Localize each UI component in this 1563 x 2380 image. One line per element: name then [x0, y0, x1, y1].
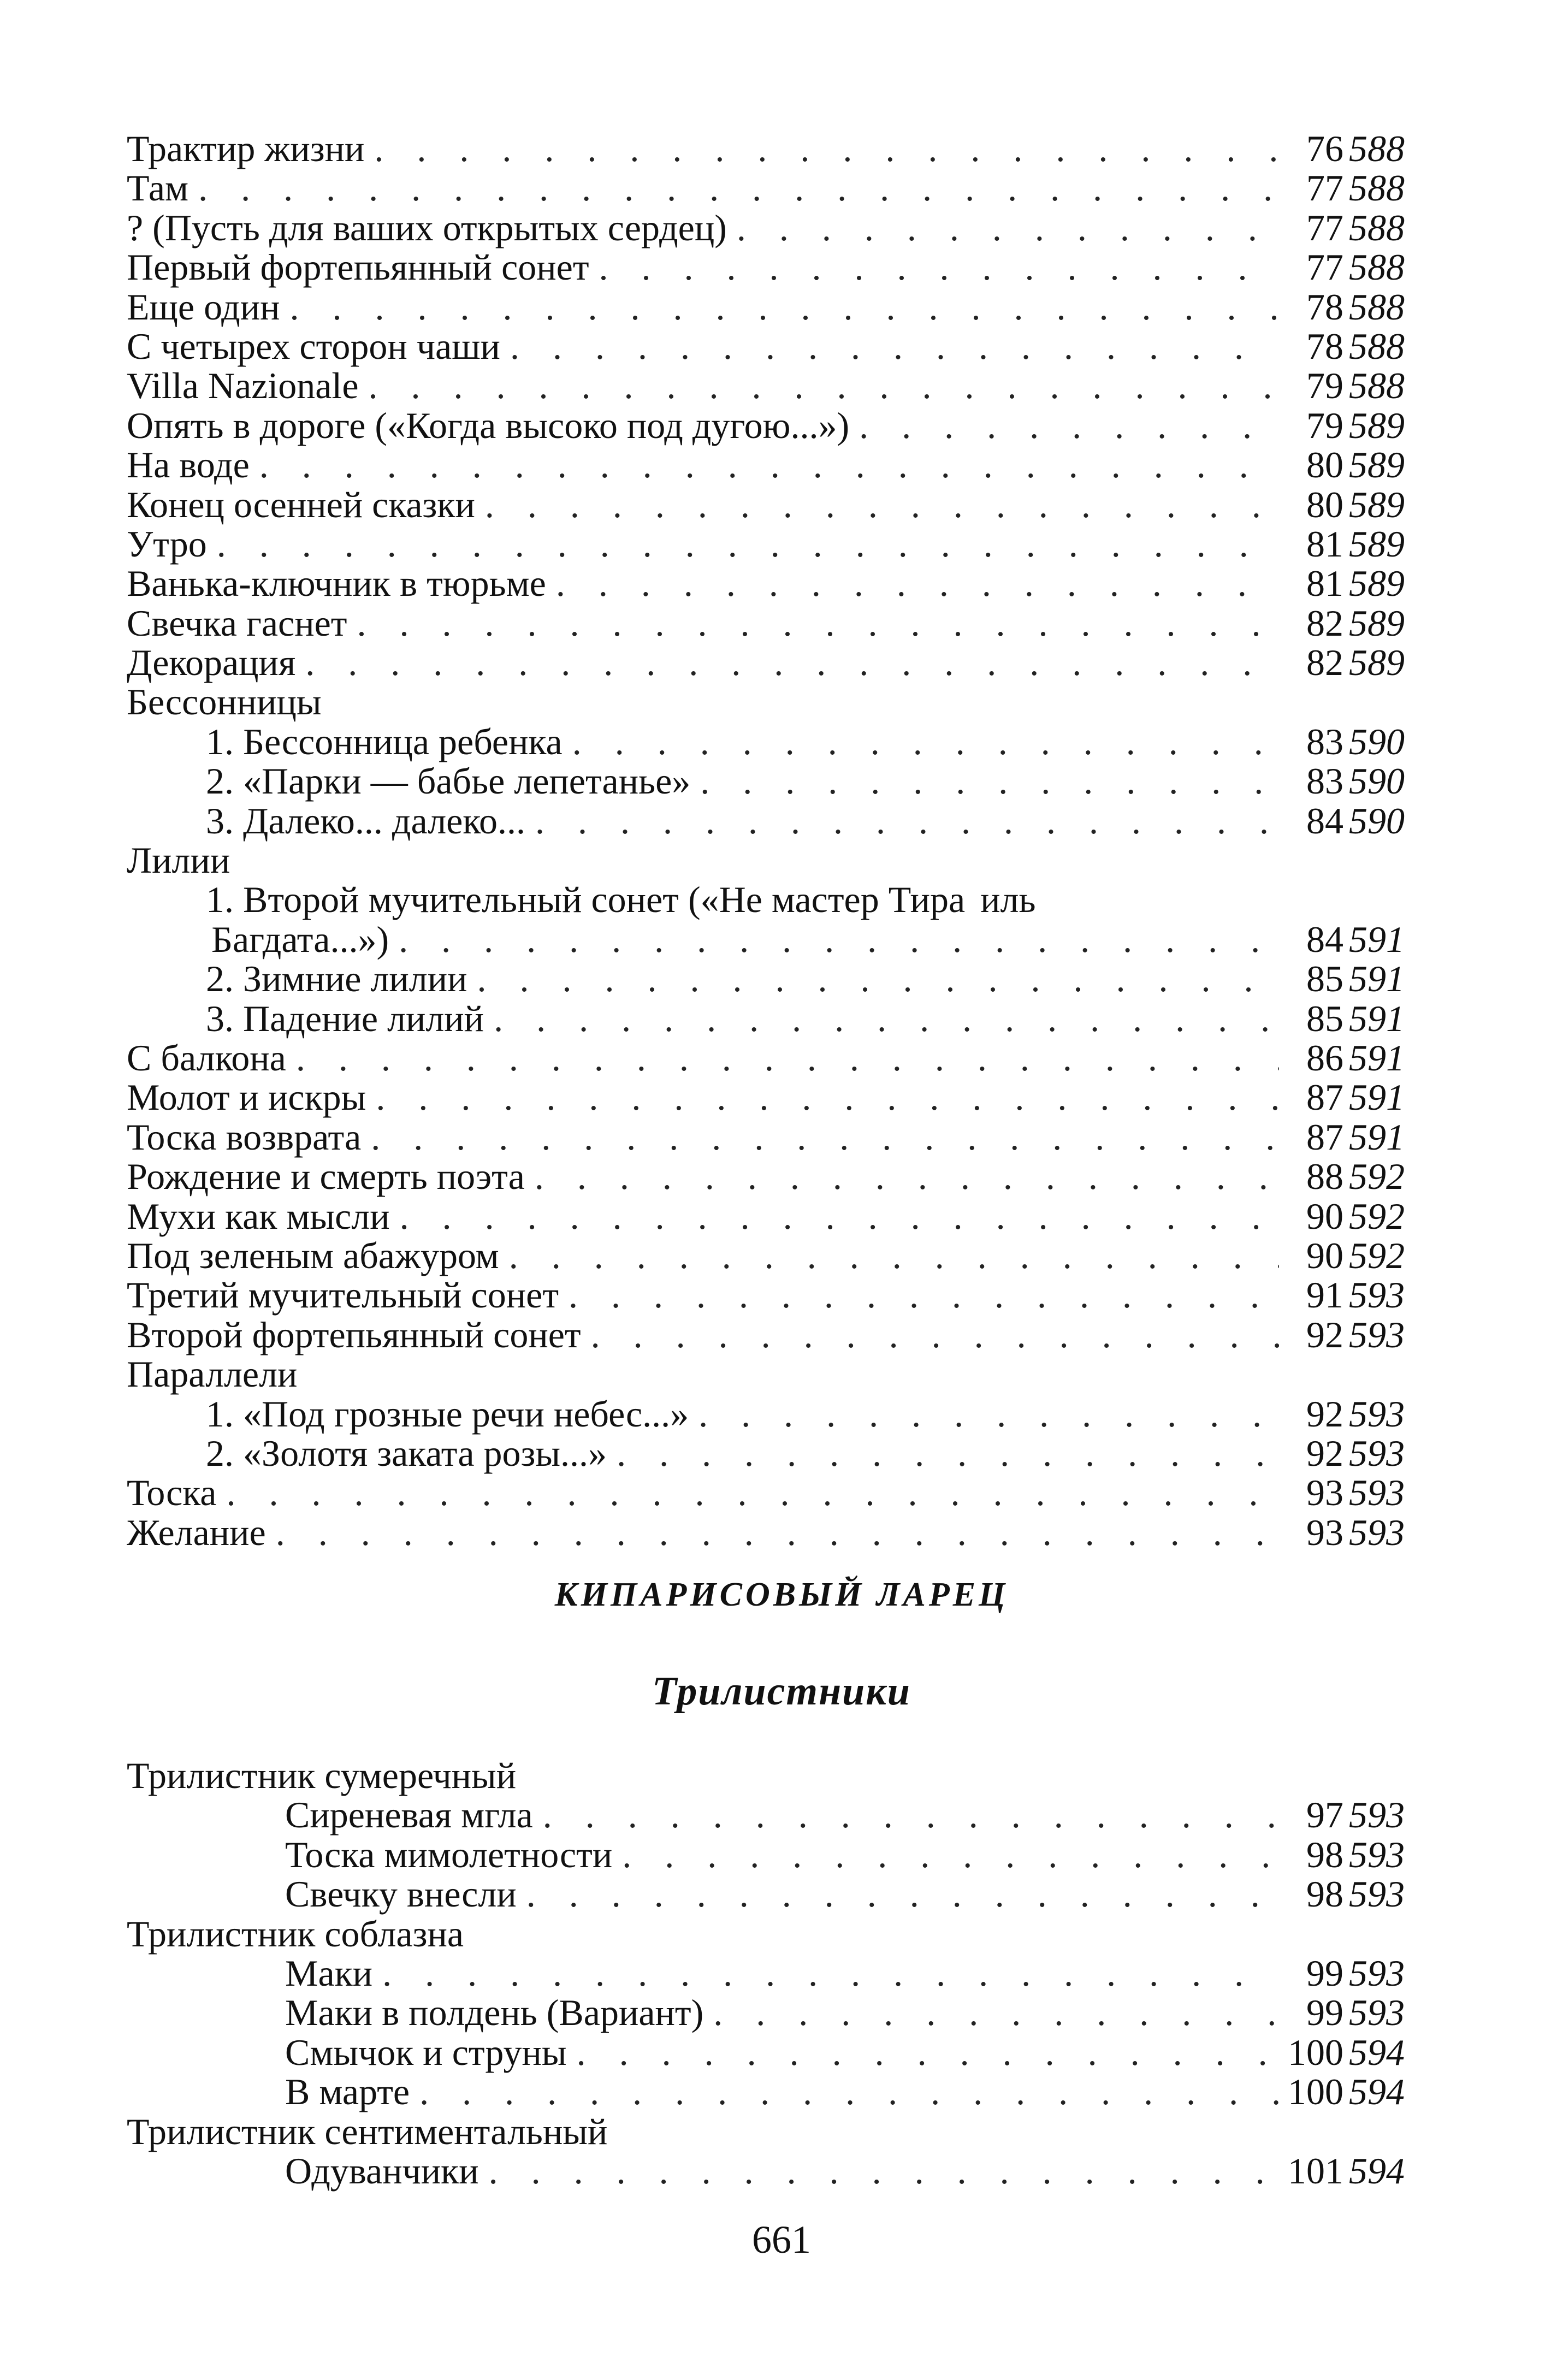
- entry-title: Трактир жизни: [127, 128, 365, 169]
- text-page: 77: [1306, 206, 1343, 248]
- dot-leader: [372, 1953, 1279, 1993]
- entry-title: 2. «Парки — бабье лепетанье»: [206, 760, 691, 802]
- dot-leader: [366, 1077, 1279, 1117]
- notes-page: 589: [1349, 404, 1405, 446]
- dot-leader: [689, 1394, 1279, 1434]
- toc-entry: [127, 761, 1421, 801]
- entry-title: С четырех сторон чаши: [127, 325, 500, 367]
- entry-title: Опять в дороге («Когда высоко под дугою...»): [127, 404, 850, 446]
- entry-title: Маки: [285, 1952, 373, 1994]
- dot-leader: [567, 2033, 1279, 2072]
- text-page: 86: [1306, 1037, 1343, 1079]
- dot-leader: [563, 722, 1279, 761]
- toc-entry: [127, 643, 1421, 682]
- notes-page: 589: [1349, 563, 1405, 605]
- dot-leader: [475, 485, 1279, 524]
- notes-page: 593: [1349, 1992, 1405, 2034]
- dot-leader: [295, 643, 1279, 682]
- toc-entry: [127, 208, 1421, 247]
- text-page: 80: [1306, 444, 1343, 486]
- notes-page: 594: [1349, 2150, 1405, 2192]
- notes-page: 589: [1349, 523, 1405, 565]
- toc-entry: [127, 1473, 1421, 1512]
- toc-entry: [127, 524, 1421, 564]
- dot-leader: [703, 1993, 1279, 2032]
- dot-leader: [849, 406, 1279, 445]
- text-page: 79: [1306, 404, 1343, 446]
- toc-entry: [127, 1953, 1421, 1993]
- entry-title: Багдата...»): [211, 918, 389, 960]
- dot-leader: [499, 1236, 1279, 1275]
- toc-entry: [127, 445, 1421, 484]
- text-page: 92: [1306, 1313, 1343, 1355]
- text-page: 84: [1306, 918, 1343, 960]
- toc-entry: [127, 406, 1421, 445]
- entry-title: 1. Бессонница ребенка: [206, 720, 563, 762]
- entry-title: Рождение и смерть поэта: [127, 1156, 525, 1198]
- dot-leader: [467, 959, 1280, 998]
- dot-leader: [207, 524, 1279, 564]
- text-page: 82: [1306, 602, 1343, 644]
- dot-leader: [389, 920, 1279, 959]
- text-page: 85: [1306, 958, 1343, 1000]
- notes-page: 589: [1349, 642, 1405, 684]
- toc-entry: [127, 564, 1421, 603]
- dot-leader: [559, 1275, 1279, 1315]
- table-of-contents-part-2: [127, 1756, 1421, 2190]
- text-page: 87: [1306, 1116, 1343, 1158]
- notes-page: 593: [1349, 1472, 1405, 1514]
- toc-entry: [127, 1434, 1421, 1473]
- toc-entry: [127, 722, 1421, 761]
- toc-entry: [127, 2151, 1421, 2190]
- entry-title: Молот и искры: [127, 1076, 366, 1118]
- notes-page: 589: [1349, 483, 1405, 525]
- notes-page: 593: [1349, 1794, 1405, 1836]
- notes-page: 588: [1349, 128, 1405, 169]
- dot-leader: [266, 1513, 1279, 1552]
- notes-page: 593: [1349, 1873, 1405, 1915]
- toc-entry: [127, 1993, 1421, 2032]
- entry-title: Еще один: [127, 286, 280, 328]
- notes-page: 589: [1349, 444, 1405, 486]
- notes-page: 593: [1349, 1833, 1405, 1875]
- dot-leader: [361, 1117, 1279, 1157]
- text-page: 98: [1306, 1833, 1343, 1875]
- notes-page: 588: [1349, 246, 1405, 288]
- entry-title: На воде: [127, 444, 250, 486]
- toc-entry: [127, 1117, 1421, 1157]
- toc-entry: [127, 1038, 1421, 1077]
- notes-page: 591: [1349, 958, 1405, 1000]
- toc-entry: [127, 920, 1421, 959]
- entry-title: 1. «Под грозные речи небес...»: [206, 1393, 689, 1435]
- group-heading-bessonnicy: Бессонницы: [127, 681, 322, 723]
- text-page: 99: [1306, 1952, 1343, 1994]
- text-page: 81: [1306, 523, 1343, 565]
- notes-page: 594: [1349, 2031, 1405, 2073]
- text-page: 93: [1306, 1472, 1343, 1514]
- group-heading-lilii: Лилии: [127, 839, 230, 881]
- toc-entry: [127, 1835, 1421, 1874]
- dot-leader: [607, 1434, 1279, 1473]
- notes-page: 588: [1349, 286, 1405, 328]
- toc-entry: [127, 1315, 1421, 1354]
- dot-leader: [525, 1157, 1279, 1196]
- entry-title: Там: [127, 167, 189, 209]
- notes-page: 592: [1349, 1234, 1405, 1276]
- entry-title: В марте: [285, 2071, 410, 2113]
- table-of-contents-part-1: [127, 129, 1421, 1552]
- toc-entry: [127, 801, 1421, 840]
- dot-leader: [581, 1315, 1279, 1354]
- dot-leader: [589, 247, 1279, 287]
- entry-title: 2. «Золотя заката розы...»: [206, 1432, 607, 1474]
- notes-page: 588: [1349, 167, 1405, 209]
- dot-leader: [517, 1874, 1279, 1914]
- text-page: 79: [1306, 365, 1343, 407]
- dot-leader: [612, 1835, 1279, 1874]
- entry-title: Тоска мимолетности: [285, 1833, 613, 1875]
- notes-page: 592: [1349, 1195, 1405, 1237]
- dot-leader: [217, 1473, 1280, 1512]
- group-heading-sumerechny: Трилистник сумеречный: [127, 1755, 517, 1796]
- entry-title: Желание: [127, 1511, 266, 1553]
- text-page: 101: [1288, 2150, 1343, 2192]
- text-page: 100: [1288, 2031, 1343, 2073]
- text-page: 92: [1306, 1432, 1343, 1474]
- toc-entry: [127, 603, 1421, 643]
- toc-entry: [127, 1157, 1421, 1196]
- notes-page: 591: [1349, 918, 1405, 960]
- notes-page: 588: [1349, 206, 1405, 248]
- text-page: 84: [1306, 800, 1343, 842]
- notes-page: 593: [1349, 1511, 1405, 1553]
- toc-entry: [127, 129, 1421, 168]
- entry-title: Маки в полдень (Вариант): [285, 1992, 704, 2034]
- text-page: 100: [1288, 2071, 1343, 2113]
- text-page: 77: [1306, 246, 1343, 288]
- toc-entry: [127, 2033, 1421, 2072]
- text-page: 78: [1306, 325, 1343, 367]
- notes-page: 593: [1349, 1313, 1405, 1355]
- group-heading-soblazna: Трилистник соблазна: [127, 1913, 464, 1955]
- entry-title: Мухи как мысли: [127, 1195, 390, 1237]
- entry-title: ? (Пусть для ваших открытых сердец): [127, 206, 727, 248]
- text-page: 83: [1306, 760, 1343, 802]
- text-page: 81: [1306, 563, 1343, 605]
- toc-entry: [127, 327, 1421, 366]
- dot-leader: [359, 366, 1279, 405]
- text-page: 93: [1306, 1511, 1343, 1553]
- notes-page: 593: [1349, 1393, 1405, 1435]
- toc-entry: [127, 999, 1421, 1038]
- text-page: 97: [1306, 1794, 1343, 1836]
- dot-leader: [364, 129, 1279, 168]
- group-heading-sentimentalny: Трилистник сентиментальный: [127, 2110, 608, 2152]
- entry-title: Первый фортепьянный сонет: [127, 246, 589, 288]
- notes-page: 590: [1349, 800, 1405, 842]
- text-page: 77: [1306, 167, 1343, 209]
- toc-entry: [127, 1795, 1421, 1834]
- dot-leader: [250, 445, 1279, 484]
- toc-entry: [127, 1236, 1421, 1275]
- dot-leader: [533, 1795, 1279, 1834]
- toc-entry: [127, 1077, 1421, 1117]
- text-page: 78: [1306, 286, 1343, 328]
- entry-title: 3. Падение лилий: [206, 997, 484, 1039]
- entry-title-line1-end: иль: [980, 879, 1036, 921]
- text-page: 87: [1306, 1076, 1343, 1118]
- dot-leader: [500, 327, 1279, 366]
- entry-title: 2. Зимние лилии: [206, 958, 467, 1000]
- text-page: 90: [1306, 1195, 1343, 1237]
- dot-leader: [690, 761, 1279, 801]
- text-page: 85: [1306, 997, 1343, 1039]
- entry-title: Конец осенней сказки: [127, 483, 475, 525]
- dot-leader: [390, 1197, 1279, 1236]
- entry-title: Тоска: [127, 1472, 217, 1514]
- text-page: 99: [1306, 1992, 1343, 2034]
- dot-leader: [188, 168, 1279, 208]
- text-page: 76: [1306, 128, 1343, 169]
- toc-entry: [127, 247, 1421, 287]
- dot-leader: [727, 208, 1279, 247]
- dot-leader: [286, 1038, 1279, 1077]
- toc-entry: [127, 1874, 1421, 1914]
- text-page: 88: [1306, 1156, 1343, 1198]
- dot-leader: [347, 603, 1279, 643]
- toc-entry: [127, 959, 1421, 998]
- text-page: 83: [1306, 720, 1343, 762]
- notes-page: 591: [1349, 997, 1405, 1039]
- entry-title: Свечку внесли: [285, 1873, 517, 1915]
- entry-title: Свечка гаснет: [127, 602, 347, 644]
- entry-title: Второй фортепьянный сонет: [127, 1313, 581, 1355]
- dot-leader: [479, 2151, 1279, 2190]
- entry-title: Одуванчики: [285, 2150, 479, 2192]
- dot-leader: [484, 999, 1279, 1038]
- toc-entry: [127, 366, 1421, 405]
- subsection-title: Трилистники: [652, 1669, 911, 1714]
- entry-title: Ванька-ключник в тюрьме: [127, 563, 546, 605]
- toc-entry: [127, 1197, 1421, 1236]
- entry-title: Декорация: [127, 642, 296, 684]
- entry-title: Тоска возврата: [127, 1116, 362, 1158]
- notes-page: 594: [1349, 2071, 1405, 2113]
- entry-title: Утро: [127, 523, 207, 565]
- notes-page: 588: [1349, 325, 1405, 367]
- text-page: 98: [1306, 1873, 1343, 1915]
- text-page: 92: [1306, 1393, 1343, 1435]
- notes-page: 593: [1349, 1274, 1405, 1316]
- section-title: КИПАРИСОВЫЙ ЛАРЕЦ: [554, 1576, 1009, 1613]
- notes-page: 589: [1349, 602, 1405, 644]
- toc-entry: [127, 168, 1421, 208]
- dot-leader: [280, 287, 1280, 327]
- text-page: 80: [1306, 483, 1343, 525]
- page-number: 661: [752, 2218, 811, 2261]
- entry-title: Под зеленым абажуром: [127, 1234, 499, 1276]
- dot-leader: [525, 801, 1279, 840]
- entry-title: Смычок и струны: [285, 2031, 567, 2073]
- notes-page: 590: [1349, 760, 1405, 802]
- notes-page: 591: [1349, 1076, 1405, 1118]
- entry-title-line1: 1. Второй мучительный сонет («Не мастер Тира: [206, 879, 966, 921]
- text-page: 91: [1306, 1274, 1343, 1316]
- group-heading-paralleli: Параллели: [127, 1353, 298, 1395]
- dot-leader: [546, 564, 1279, 603]
- toc-entry: [127, 1275, 1421, 1315]
- toc-entry: [127, 485, 1421, 524]
- notes-page: 591: [1349, 1037, 1405, 1079]
- notes-page: 593: [1349, 1952, 1405, 1994]
- toc-entry: [127, 1513, 1421, 1552]
- toc-entry: [127, 2072, 1421, 2111]
- toc-entry: [127, 287, 1421, 327]
- notes-page: 590: [1349, 720, 1405, 762]
- entry-title: Третий мучительный сонет: [127, 1274, 559, 1316]
- entry-title: 3. Далеко... далеко...: [206, 800, 525, 842]
- entry-title: С балкона: [127, 1037, 286, 1079]
- text-page: 82: [1306, 642, 1343, 684]
- notes-page: 593: [1349, 1432, 1405, 1474]
- toc-entry-first-line: [127, 880, 1421, 919]
- notes-page: 592: [1349, 1156, 1405, 1198]
- dot-leader: [410, 2072, 1279, 2111]
- toc-entry: [127, 1394, 1421, 1434]
- text-page: 90: [1306, 1234, 1343, 1276]
- entry-title: Сиреневая мгла: [285, 1794, 533, 1836]
- notes-page: 588: [1349, 365, 1405, 407]
- entry-title: Villa Nazionale: [127, 365, 359, 407]
- notes-page: 591: [1349, 1116, 1405, 1158]
